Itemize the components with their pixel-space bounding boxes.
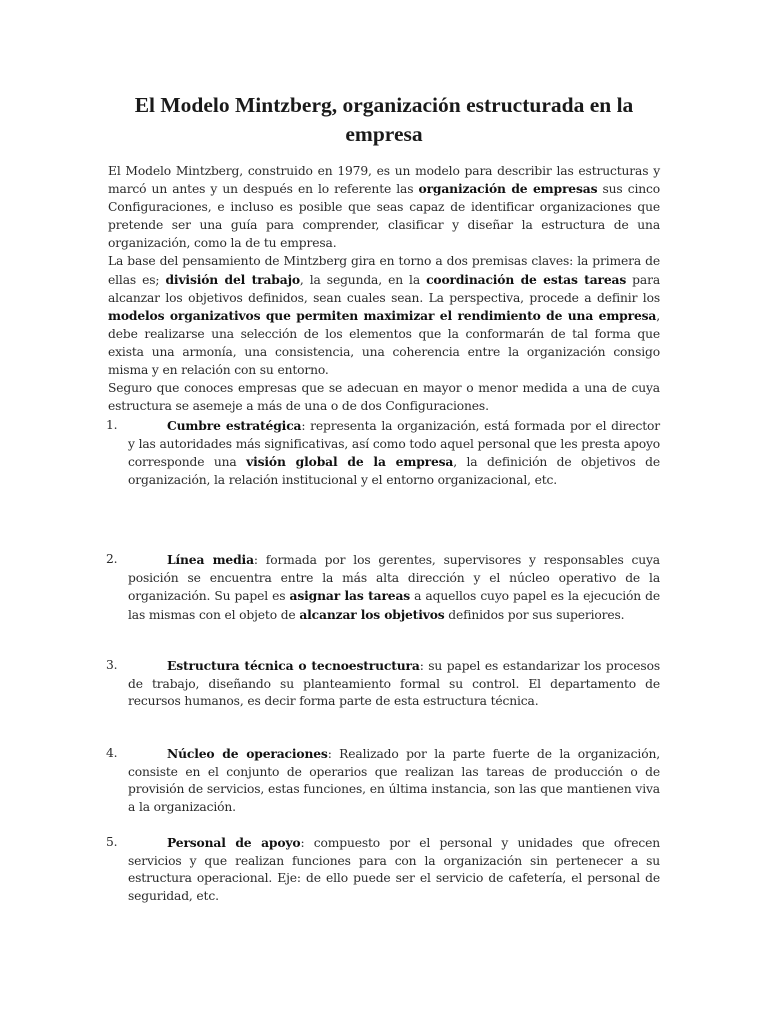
document-title: El Modelo Mintzberg, organización estructurada en la empresa bbox=[134, 93, 634, 146]
list-item bbox=[106, 551, 660, 624]
bold-text: coordinación de estas tareas bbox=[426, 271, 627, 287]
bold-text: Núcleo de operaciones bbox=[167, 746, 328, 761]
bold-text: visión global de la empresa bbox=[246, 454, 454, 470]
bold-text: modelos organizativos que permiten maximizar el rendimiento de una empresa bbox=[108, 307, 657, 323]
list-item-number: 3. bbox=[106, 658, 118, 672]
bold-text: Personal de apoyo bbox=[167, 835, 301, 850]
list-item-text bbox=[128, 745, 660, 816]
text-run: : compuesto por el personal y unidades que ofrecen servicios y que realizan funciones para con la organización sin pertenecer a su estructura operacional. Eje: de ello puede ser el servicio de cafetería, el personal de seguridad, etc. bbox=[128, 836, 660, 903]
text-run: El Modelo Mintzberg, construido en 1979, es un modelo para describir las estructuras y marcó un antes y un después en lo referente las bbox=[108, 164, 660, 197]
bold-text: Estructura técnica o tecnoestructura bbox=[167, 658, 420, 673]
bold-text: alcanzar los objetivos bbox=[299, 606, 445, 622]
list-item-text bbox=[128, 417, 660, 489]
list-item-number: 1. bbox=[106, 418, 118, 432]
text-run: : Realizado por la parte fuerte de la organización, consiste en el conjunto de operarios que realizan las tareas de producción o de provisión de servicios, estas funciones, en última instancia, son las que mantienen viva a la organización. bbox=[128, 747, 660, 814]
bold-text: organización de empresas bbox=[418, 181, 598, 197]
text-run: : formada por los gerentes, supervisores y responsables cuya posición se encuentra entre la más alta dirección y el núcleo operativo de la organización. Su papel es bbox=[128, 553, 660, 604]
list-item-number: 4. bbox=[106, 746, 118, 760]
bold-text: Cumbre estratégica bbox=[167, 418, 302, 433]
text-run: Seguro que conoces empresas que se adecuan en mayor o menor medida a una de cuya estructura se asemeje a más de una o de dos Configuraciones. bbox=[108, 381, 660, 414]
text-run: sus cinco Configuraciones, e incluso es posible que seas capaz de identificar organizaciones que pretende ser una guía para comprender, clasificar y diseñar la estructura de una organización, como la de tu empresa. bbox=[108, 182, 661, 251]
text-run: para alcanzar los objetivos definidos, sean cuales sean. La perspectiva, procede a definir los bbox=[108, 272, 660, 305]
intro-paragraph bbox=[108, 162, 660, 252]
list-item-text bbox=[128, 657, 660, 711]
bold-text: asignar las tareas bbox=[289, 588, 411, 604]
text-run: , la definición de objetivos de organización, la relación institucional y el entorno organizacional, etc. bbox=[128, 455, 660, 487]
list-item-text bbox=[128, 551, 660, 624]
text-run: : su papel es estandarizar los procesos de trabajo, diseñando su planteamiento formal su control. El departamento de recursos humanos, es decir forma parte de esta estructura técnica. bbox=[128, 659, 660, 709]
list-item bbox=[106, 745, 660, 816]
text-run: definidos por sus superiores. bbox=[444, 607, 625, 622]
text-run: La base del pensamiento de Mintzberg gira en torno a dos premisas claves: la primera de ellas es; bbox=[108, 254, 660, 287]
list-item bbox=[106, 417, 660, 489]
list-item bbox=[106, 657, 660, 711]
list-item bbox=[106, 834, 660, 905]
bold-text: Línea media bbox=[167, 552, 254, 567]
text-run: , debe realizarse una selección de los elementos que la conformarán de tal forma que exista una armonía, una consistencia, una coherencia entre la organización consigo misma y en relación con su entorno. bbox=[108, 308, 660, 378]
text-run: a aquellos cuyo papel es la ejecución de las mismas con el objeto de bbox=[128, 589, 660, 622]
intro-section bbox=[108, 162, 660, 415]
intro-paragraph bbox=[108, 252, 660, 379]
list-item-text bbox=[128, 834, 660, 905]
text-run: , la segunda, en la bbox=[299, 272, 427, 287]
list-item-number: 5. bbox=[106, 835, 118, 849]
list-item-number: 2. bbox=[106, 552, 118, 566]
bold-text: división del trabajo bbox=[165, 271, 300, 287]
intro-paragraph bbox=[108, 379, 660, 415]
text-run: : representa la organización, está formada por el director y las autoridades más significativas, así como todo aquel personal que les presta apoyo corresponde una bbox=[128, 419, 661, 470]
